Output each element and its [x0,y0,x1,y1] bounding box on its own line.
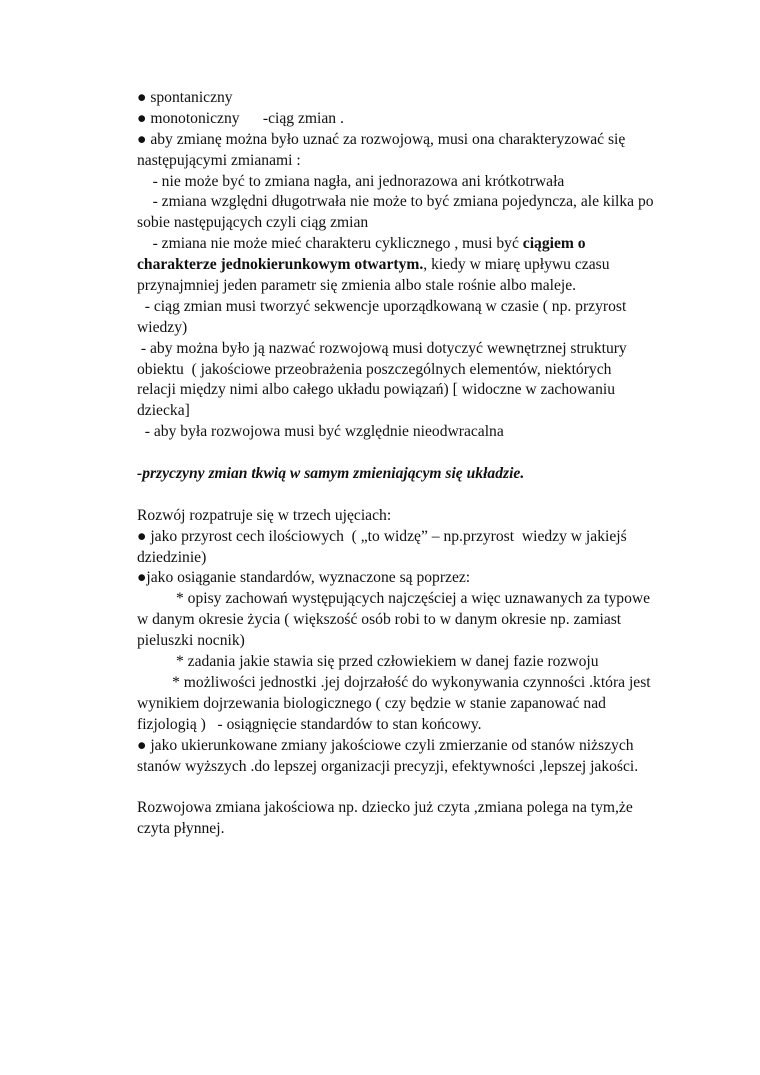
text-line: stanów wyższych .do lepszej organizacji precyzji, efektywności ,lepszej jakości. [137,757,639,775]
text-line: wiedzy) [137,318,188,336]
text-line: czyta płynnej. [137,820,225,838]
text-line: - ciąg zmian musi tworzyć sekwencje uporządkowaną w czasie ( np. przyrost [137,297,627,315]
text-line: relacji między nimi albo całego układu powiązań) [ widoczne w zachowaniu [137,381,616,399]
blank-line [137,777,687,798]
text-line: ● jako przyrost cech ilościowych ( „to widzę” – np.przyrost wiedzy w jakiejś [137,527,627,545]
document-body [137,88,687,840]
text-line: - nie może być to zmiana nagła, ani jednorazowa ani krótkotrwała [137,172,565,190]
bold-text-span: charakterze jednokierunkowym otwartym. [137,256,424,274]
text-line: * opisy zachowań występujących najczęściej a więc uznawanych za typowe [137,590,651,608]
text-line: obiektu ( jakościowe przeobrażenia poszczególnych elementów, niektórych [137,360,612,378]
text-line: - aby była rozwojowa musi być względnie nieodwracalna [137,423,504,441]
text-line: następującymi zmianami : [137,151,301,169]
bold-text-span: ciągiem o [522,235,586,253]
text-line-mixed [137,234,687,255]
text-line: przynajmniej jeden parametr się zmienia albo stale rośnie albo maleje. [137,277,577,295]
text-line: - aby można było ją nazwać rozwojową musi dotyczyć wewnętrznej struktury [137,339,627,357]
text-line-mixed [137,255,687,276]
text-line: w danym okresie życia ( większość osób robi to w danym okresie np. zamiast [137,611,622,629]
emphasis-line: -przyczyny zmian tkwią w samym zmieniającym się układzie. [137,465,525,483]
text-line: * możliwości jednostki .jej dojrzałość do wykonywania czynności .która jest [137,673,651,691]
text-line: * zadania jakie stawia się przed człowiekiem w danej fazie rozwoju [137,653,599,671]
text-line: Rozwój rozpatruje się w trzech ujęciach: [137,506,392,524]
text-line: dziecka] [137,402,190,420]
blank-line [137,485,687,506]
text-line: dziedzinie) [137,548,207,566]
text-line: - zmiana względni długotrwała nie może to być zmiana pojedyncza, ale kilka po [137,193,654,211]
text-span: , kiedy w miarę upływu czasu [423,256,610,274]
text-line: wynikiem dojrzewania biologicznego ( czy będzie w stanie zapanować nad [137,694,606,712]
text-line: ● spontaniczny [137,89,233,106]
text-line: ● aby zmianę można było uznać za rozwojową, musi ona charakteryzować się [137,130,626,148]
text-span: - zmiana nie może mieć charakteru cyklicznego , musi być [137,235,523,253]
text-line: ● jako ukierunkowane zmiany jakościowe czyli zmierzanie od stanów niższych [137,736,634,754]
text-line: sobie następujących czyli ciąg zmian [137,214,369,232]
text-line: Rozwojowa zmiana jakościowa np. dziecko już czyta ,zmiana polega na tym,że [137,799,633,817]
text-line: pieluszki nocnik) [137,632,245,650]
text-line: ●jako osiąganie standardów, wyznaczone są poprzez: [137,569,471,587]
text-line: fizjologią ) - osiągnięcie standardów to stan końcowy. [137,715,482,733]
text-line: ● monotoniczny -ciąg zmian . [137,109,344,127]
blank-line [137,443,687,464]
